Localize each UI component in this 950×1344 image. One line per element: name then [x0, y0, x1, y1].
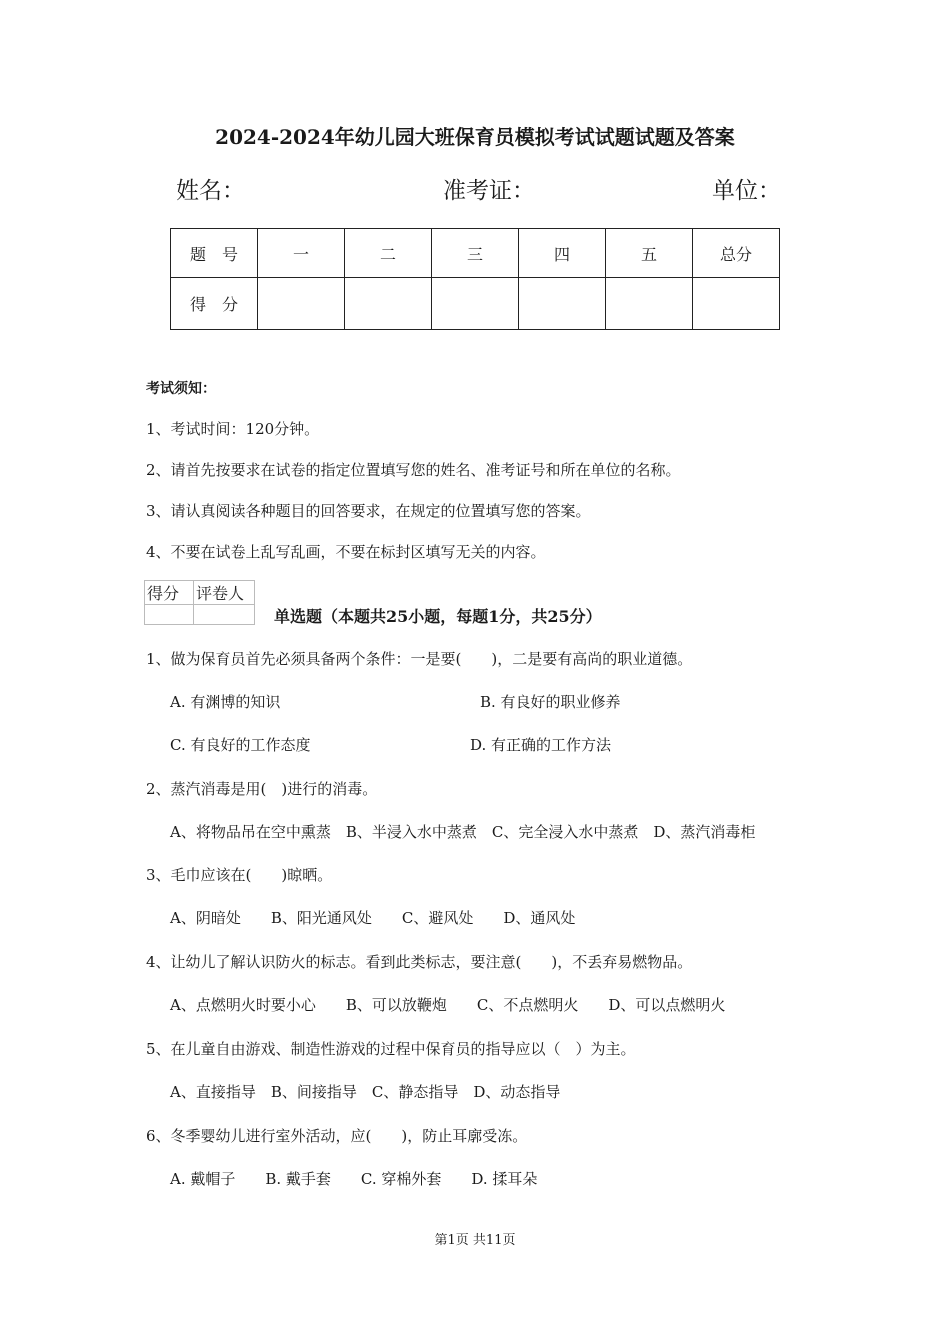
- exam-id-field-label: 准考证：: [443, 178, 535, 204]
- notice-item: 3、请认真阅读各种题目的回答要求，在规定的位置填写您的答案。: [146, 502, 591, 520]
- question-options-line: A、将物品吊在空中熏蒸 B、半浸入水中蒸煮 C、完全浸入水中蒸煮 D、蒸汽消毒柜: [170, 823, 756, 841]
- score-cell[interactable]: [606, 278, 693, 330]
- score-table-header-row: [171, 229, 780, 278]
- score-table-score-row: [171, 278, 780, 330]
- question-options-line: A、阴暗处 B、阳光通风处 C、避风处 D、通风处: [170, 909, 576, 927]
- score-cell[interactable]: [345, 278, 432, 330]
- grader-reviewer-cell[interactable]: [194, 605, 255, 625]
- question-option: D. 有正确的工作方法: [470, 736, 612, 754]
- notice-item: 2、请首先按要求在试卷的指定位置填写您的姓名、准考证号和所在单位的名称。: [146, 461, 681, 479]
- score-header-cell: 一: [258, 229, 345, 278]
- question-stem: 1、做为保育员首先必须具备两个条件：一是要( )，二是要有高尚的职业道德。: [146, 650, 693, 668]
- score-cell[interactable]: [519, 278, 606, 330]
- score-header-cell: 四: [519, 229, 606, 278]
- score-header-cell: 二: [345, 229, 432, 278]
- notice-item: 4、不要在试卷上乱写乱画，不要在标封区填写无关的内容。: [146, 543, 546, 561]
- question-stem: 4、让幼儿了解认识防火的标志。看到此类标志，要注意( )，不丢弃易燃物品。: [146, 953, 693, 971]
- score-table: [170, 228, 780, 330]
- grader-box: [144, 580, 255, 625]
- grader-reviewer-label: 评卷人: [194, 581, 255, 605]
- grader-score-cell[interactable]: [145, 605, 194, 625]
- question-option: C. 有良好的工作态度: [170, 736, 311, 754]
- question-options-line: A、直接指导 B、间接指导 C、静态指导 D、动态指导: [170, 1083, 561, 1101]
- page-title: 2024-2024年幼儿园大班保育员模拟考试试题试题及答案: [215, 125, 735, 149]
- notice-heading: 考试须知：: [146, 381, 216, 397]
- page-footer: 第1页 共11页: [434, 1233, 516, 1248]
- question-options-line: A. 戴帽子 B. 戴手套 C. 穿棉外套 D. 揉耳朵: [170, 1170, 538, 1188]
- section-title: 单选题（本题共25小题，每题1分，共25分）: [274, 607, 602, 626]
- score-row-label: 得 分: [171, 278, 258, 330]
- question-option: A. 有渊博的知识: [170, 693, 281, 711]
- notice-item: 1、考试时间：120分钟。: [146, 420, 320, 438]
- question-stem: 3、毛巾应该在( )晾晒。: [146, 866, 333, 884]
- question-options-line: A、点燃明火时要小心 B、可以放鞭炮 C、不点燃明火 D、可以点燃明火: [170, 996, 726, 1014]
- score-header-cell: 五: [606, 229, 693, 278]
- unit-field-label: 单位：: [712, 178, 781, 204]
- score-cell[interactable]: [258, 278, 345, 330]
- question-stem: 6、冬季婴幼儿进行室外活动，应( )，防止耳廓受冻。: [146, 1127, 528, 1145]
- question-option: B. 有良好的职业修养: [480, 693, 621, 711]
- score-cell[interactable]: [693, 278, 780, 330]
- score-header-cell: 总分: [693, 229, 780, 278]
- score-header-cell: 题 号: [171, 229, 258, 278]
- score-cell[interactable]: [432, 278, 519, 330]
- grader-score-label: 得分: [145, 581, 194, 605]
- name-field-label: 姓名：: [176, 178, 245, 204]
- question-stem: 2、蒸汽消毒是用( )进行的消毒。: [146, 780, 378, 798]
- score-header-cell: 三: [432, 229, 519, 278]
- question-stem: 5、在儿童自由游戏、制造性游戏的过程中保育员的指导应以（ ）为主。: [146, 1040, 636, 1058]
